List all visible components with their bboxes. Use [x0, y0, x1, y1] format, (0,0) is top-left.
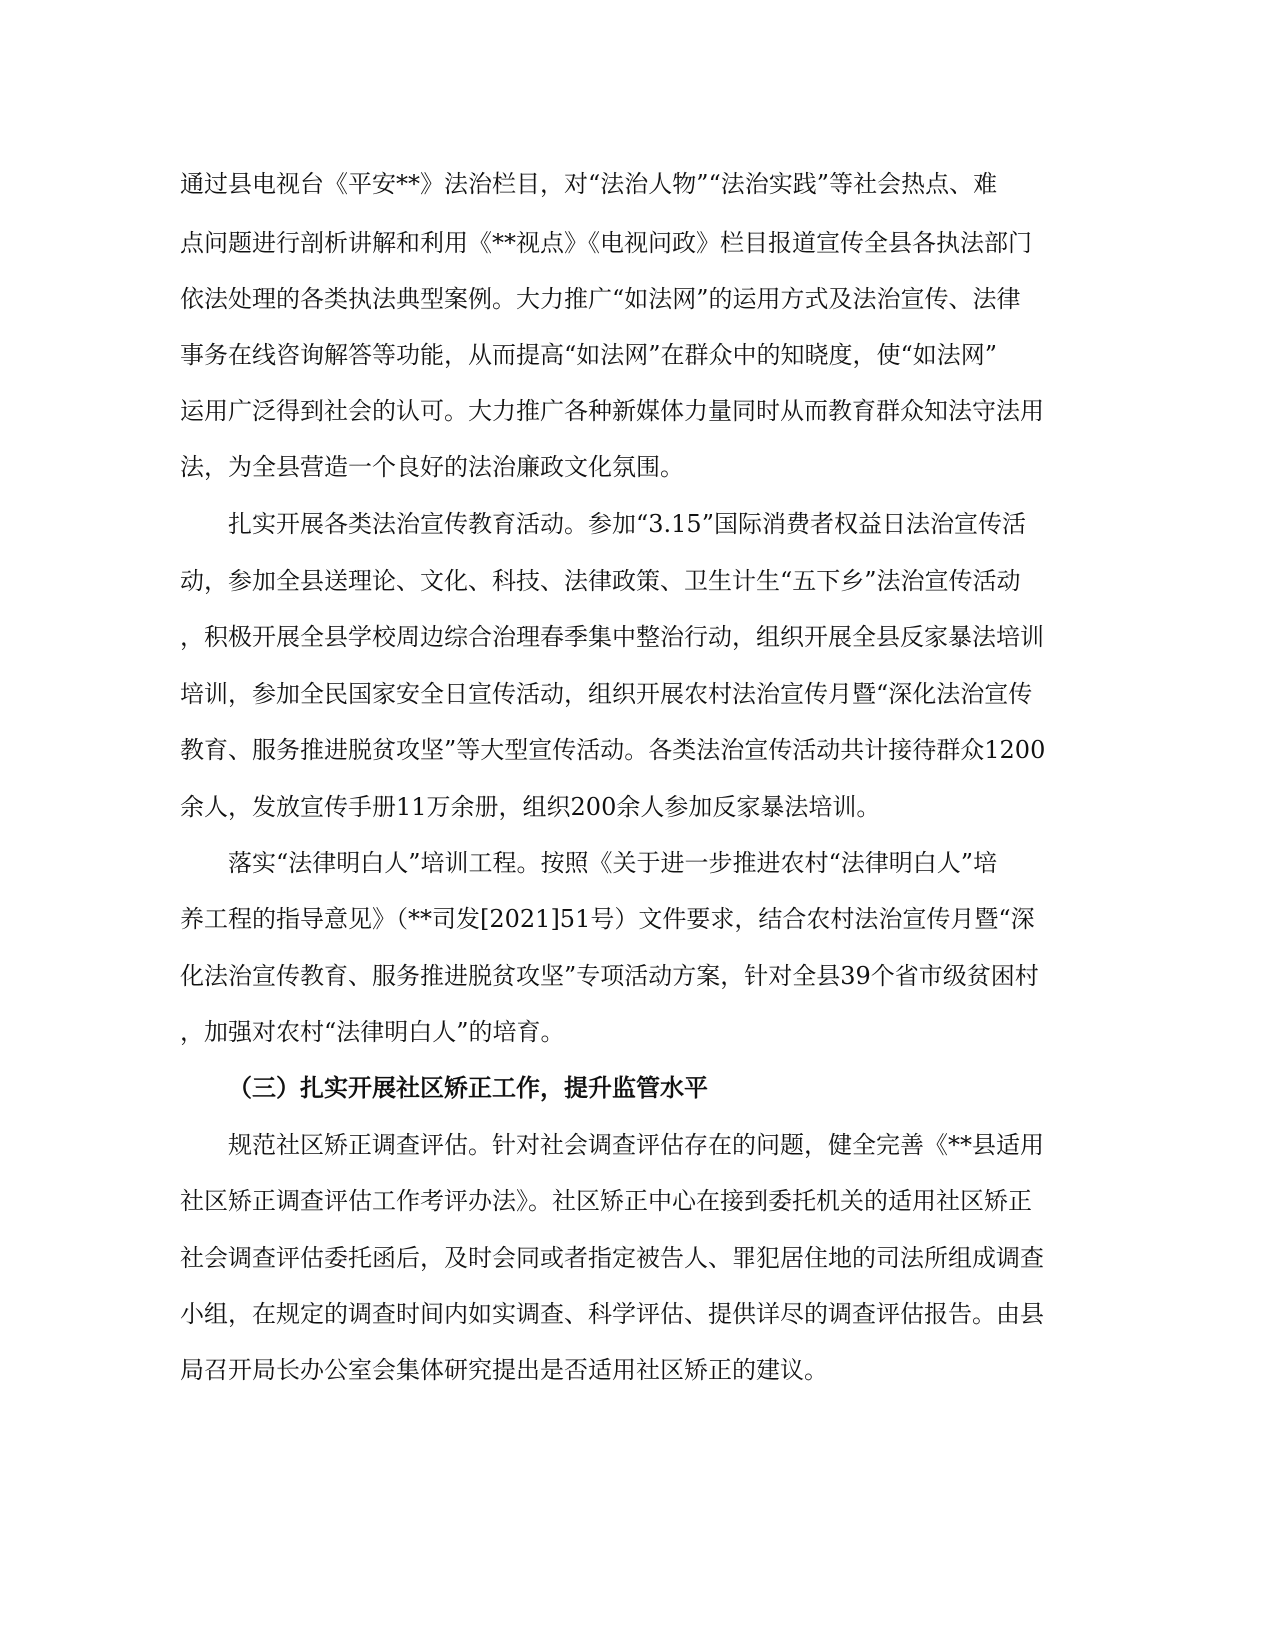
- paragraph-1-line-5: 运用广泛得到社会的认可。大力推广各种新媒体力量同时从而教育群众知法守法用: [180, 397, 1044, 425]
- paragraph-2-line-1: 扎实开展各类法治宣传教育活动。参加“3.15”国际消费者权益日法治宣传活: [228, 510, 1026, 538]
- paragraph-3-line-4: ，加强对农村“法律明白人”的培育。: [180, 1018, 565, 1046]
- paragraph-2-line-5: 教育、服务推进脱贫攻坚”等大型宣传活动。各类法治宣传活动共计接待群众1200: [180, 736, 1046, 764]
- paragraph-3-line-2: 养工程的指导意见》（**司发[2021]51号）文件要求，结合农村法治宣传月暨“深: [180, 905, 1035, 933]
- paragraph-1-line-6: 法，为全县营造一个良好的法治廉政文化氛围。: [180, 453, 684, 481]
- paragraph-2-line-3: ，积极开展全县学校周边综合治理春季集中整治行动，组织开展全县反家暴法培训: [180, 623, 1044, 651]
- paragraph-1-line-2: 点问题进行剖析讲解和利用《**视点》《电视问政》栏目报道宣传全县各执法部门: [180, 229, 1032, 257]
- paragraph-3-line-3: 化法治宣传教育、服务推进脱贫攻坚”专项活动方案，针对全县39个省市级贫困村: [180, 962, 1039, 990]
- paragraph-1-line-3: 依法处理的各类执法典型案例。大力推广“如法网”的运用方式及法治宣传、法律: [180, 285, 1021, 313]
- paragraph-4-line-5: 局召开局长办公室会集体研究提出是否适用社区矫正的建议。: [180, 1356, 828, 1384]
- section-heading-3: （三）扎实开展社区矫正工作，提升监管水平: [228, 1074, 708, 1102]
- paragraph-2-line-4: 培训，参加全民国家安全日宣传活动，组织开展农村法治宣传月暨“深化法治宣传: [180, 680, 1033, 708]
- paragraph-4-line-1: 规范社区矫正调查评估。针对社会调查评估存在的问题，健全完善《**县适用: [228, 1131, 1044, 1159]
- paragraph-2-line-6: 余人，发放宣传手册11万余册，组织200余人参加反家暴法培训。: [180, 793, 881, 821]
- paragraph-1-line-1: 通过县电视台《平安**》法治栏目，对“法治人物”“法治实践”等社会热点、难: [180, 170, 998, 198]
- paragraph-2-line-2: 动，参加全县送理论、文化、科技、法律政策、卫生计生“五下乡”法治宣传活动: [180, 567, 1021, 595]
- paragraph-4-line-3: 社会调查评估委托函后，及时会同或者指定被告人、罪犯居住地的司法所组成调查: [180, 1244, 1044, 1272]
- paragraph-3-line-1: 落实“法律明白人”培训工程。按照《关于进一步推进农村“法律明白人”培: [228, 849, 998, 877]
- paragraph-4-line-2: 社区矫正调查评估工作考评办法》。社区矫正中心在接到委托机关的适用社区矫正: [180, 1187, 1032, 1215]
- paragraph-1-line-4: 事务在线咨询解答等功能，从而提高“如法网”在群众中的知晓度，使“如法网”: [180, 341, 998, 369]
- paragraph-4-line-4: 小组，在规定的调查时间内如实调查、科学评估、提供详尽的调查评估报告。由县: [180, 1300, 1044, 1328]
